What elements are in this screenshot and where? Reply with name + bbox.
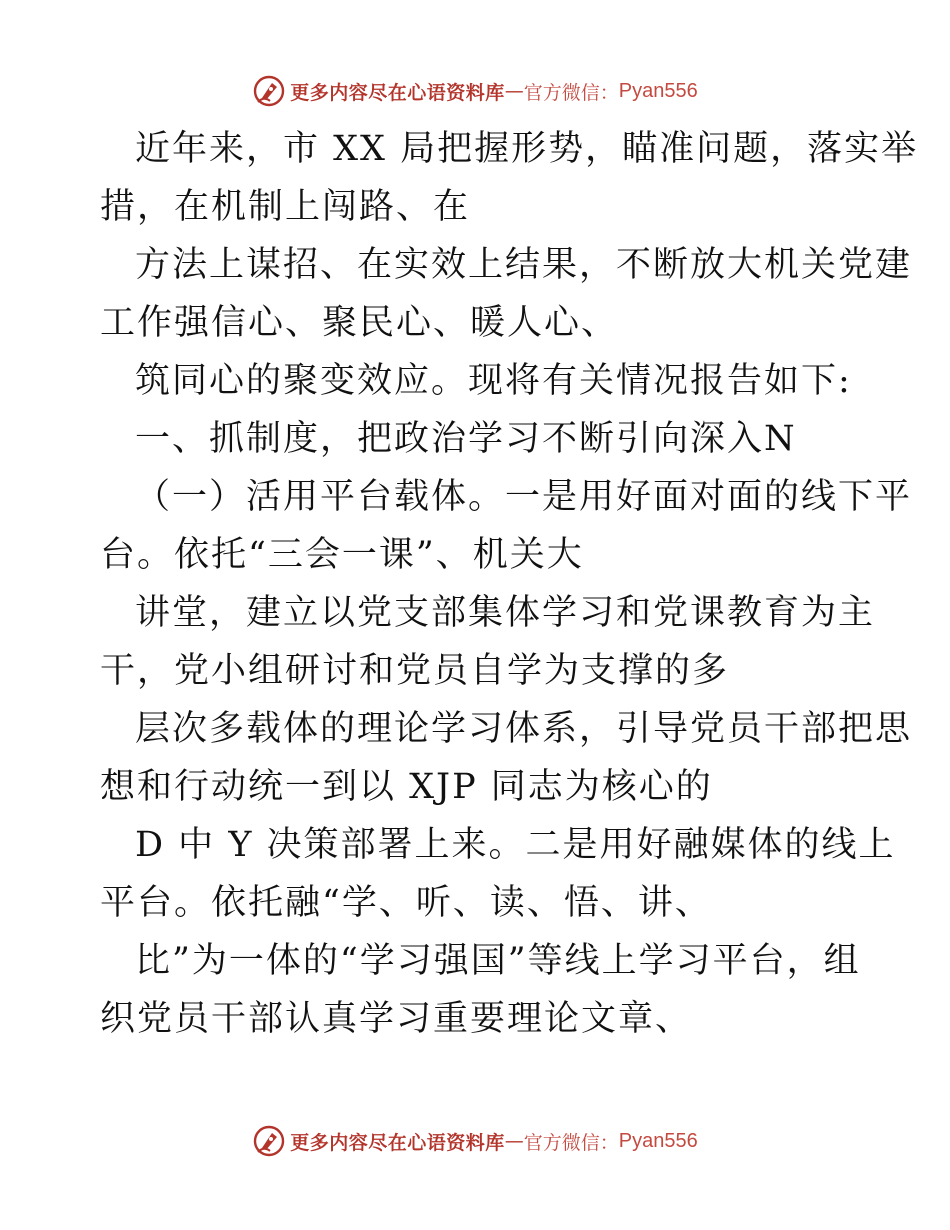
watermark-separator: — xyxy=(504,80,524,102)
section-heading: 一、抓制度，把政治学习不断引向深入N xyxy=(135,419,797,459)
body-line: 平台。依托融“学、听、读、悟、讲、 xyxy=(100,883,712,923)
watermark-separator: — xyxy=(504,1130,524,1152)
watermark-official-label: 官方微信： xyxy=(523,81,619,104)
body-line: 比”为一体的“学习强国”等线上学习平台，组 xyxy=(135,941,861,981)
body-line: 工作强信心、聚民心、暖人心、 xyxy=(100,303,619,343)
body-line: 想和行动统一到以 XJP 同志为核心的 xyxy=(100,767,713,807)
watermark-brand: 更多内容尽在心语资料库 xyxy=(290,81,505,104)
body-line: 层次多载体的理论学习体系，引导党员干部把思 xyxy=(135,709,913,749)
body-line: 方法上谋招、在实效上结果，不断放大机关党建 xyxy=(135,245,913,285)
body-line: 近年来，市 XX 局把握形势，瞄准问题，落实举 xyxy=(135,129,919,169)
body-line: 干，党小组研讨和党员自学为支撑的多 xyxy=(100,651,730,691)
pen-nib-circle-icon xyxy=(252,1124,286,1158)
watermark-wechat-id: Pyan556 xyxy=(618,1129,698,1152)
watermark-brand: 更多内容尽在心语资料库 xyxy=(290,1131,505,1154)
body-line: 措，在机制上闯路、在 xyxy=(100,187,471,227)
header-watermark xyxy=(0,71,950,111)
body-line: 台。依托“三会一课”、机关大 xyxy=(100,535,584,575)
footer-watermark xyxy=(0,1121,950,1161)
body-line: 筑同心的聚变效应。现将有关情况报告如下: xyxy=(135,361,852,401)
body-line: D 中 Y 决策部署上来。二是用好融媒体的线上 xyxy=(135,825,896,865)
watermark-wechat-id: Pyan556 xyxy=(618,79,698,102)
body-line: （一）活用平台载体。一是用好面对面的线下平 xyxy=(135,477,913,517)
pen-nib-circle-icon xyxy=(252,74,286,108)
watermark-official-label: 官方微信： xyxy=(523,1131,619,1154)
body-line: 织党员干部认真学习重要理论文章、 xyxy=(100,999,693,1039)
body-line: 讲堂，建立以党支部集体学习和党课教育为主 xyxy=(135,593,876,633)
